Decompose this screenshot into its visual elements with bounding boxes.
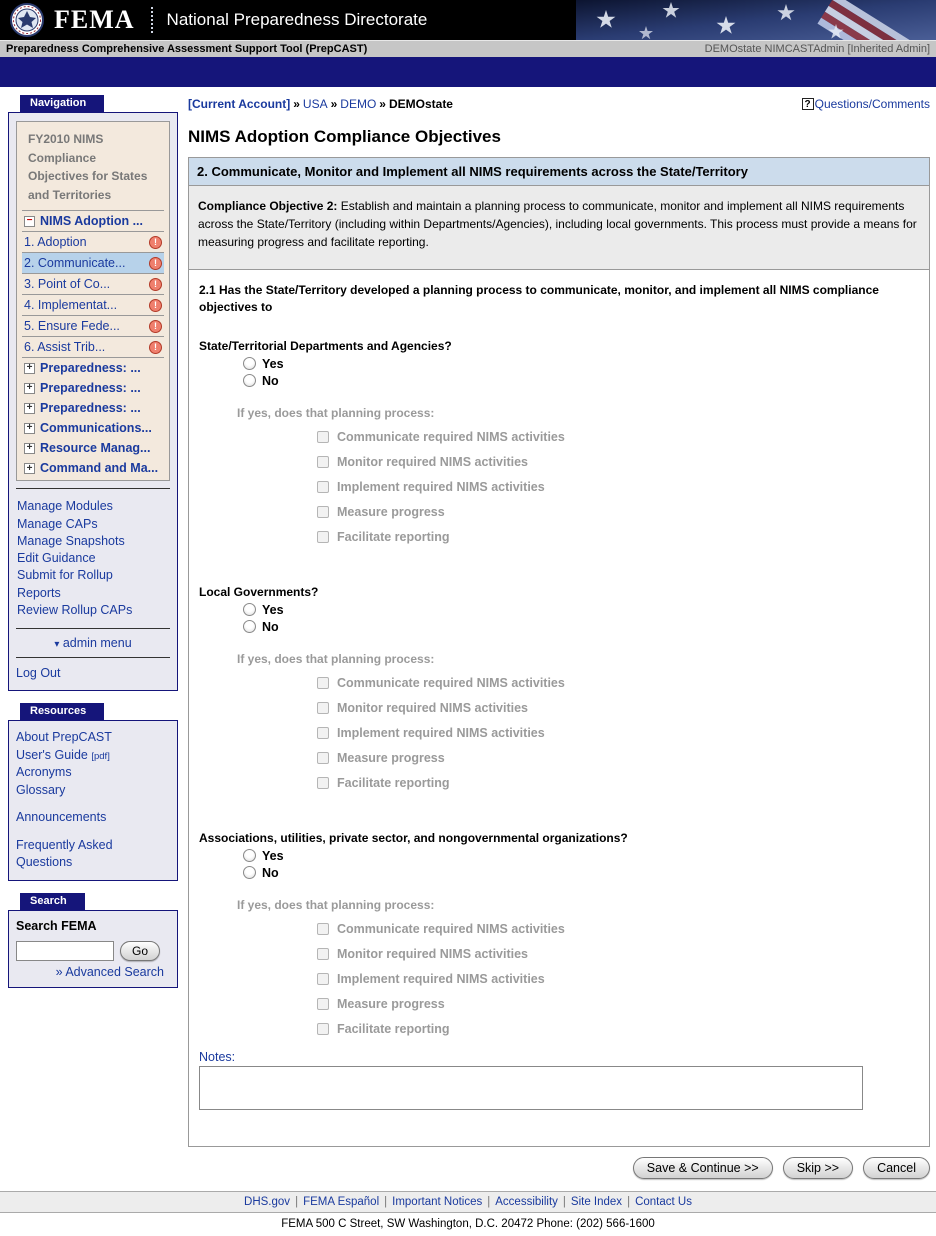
radio-yes-label[interactable]: Yes [262,848,284,863]
radio-no[interactable] [243,866,256,879]
checkbox-implement [317,973,329,985]
sidebar-item-reports[interactable]: Reports [17,585,61,600]
warning-icon: ! [149,236,162,249]
radio-no-label[interactable]: No [262,865,279,880]
notes-textarea[interactable] [199,1066,863,1110]
breadcrumb-separator: » [379,97,386,111]
tree-item-command-management[interactable] [22,458,164,478]
checkbox-monitor [317,702,329,714]
group-label: State/Territorial Departments and Agencies? [199,338,452,353]
tree-item-label[interactable]: 4. Implementat... [24,298,118,313]
sidebar-item-submit-for-rollup[interactable]: Submit for Rollup [17,568,113,583]
save-continue-button[interactable]: Save & Continue >> [633,1157,773,1179]
sidebar-item-manage-snapshots[interactable]: Manage Snapshots [17,533,125,548]
tree-item-label[interactable]: 2. Communicate... [24,256,126,271]
radio-yes[interactable] [243,603,256,616]
flag-image [576,0,936,40]
tree-item-ensure-federal[interactable] [22,315,164,336]
resource-users-guide[interactable]: User's Guide [pdf] [16,747,110,762]
tree-item-assist-tribal[interactable] [22,336,164,358]
tree-item-label[interactable]: 6. Assist Trib... [24,340,106,355]
objective-panel [188,157,930,1147]
spacer [16,827,170,837]
breadcrumb-separator: » [330,97,338,111]
resource-faq[interactable]: Frequently Asked Questions [16,837,113,870]
tree-item-label[interactable]: NIMS Adoption ... [40,214,143,229]
tree-item-communicate[interactable] [22,252,164,273]
spacer [199,801,919,831]
checkbox-label: Implement required NIMS activities [337,725,545,740]
tree-item-adoption[interactable] [22,231,164,252]
radio-no-label[interactable]: No [262,373,279,388]
checkbox-facilitate [317,1023,329,1035]
radio-no[interactable] [243,374,256,387]
search-input[interactable] [16,941,114,961]
sidebar-item-manage-caps[interactable]: Manage CAPs [17,516,98,531]
checkbox-measure [317,998,329,1010]
checkbox-monitor [317,456,329,468]
warning-icon: ! [149,257,162,270]
spacer [199,1110,919,1146]
separator: | [562,1195,566,1208]
checkbox-label: Measure progress [337,504,445,519]
footer-link-site-index[interactable]: Site Index [570,1195,623,1208]
sidebar-item-edit-guidance[interactable]: Edit Guidance [17,551,96,566]
help-icon: ? [802,98,814,110]
checkbox-label: Facilitate reporting [337,1021,450,1036]
breadcrumb-separator: » [293,97,300,111]
breadcrumb-current-account[interactable]: [Current Account] [188,97,291,111]
tree-item-label[interactable]: Preparedness: ... [40,381,141,396]
radio-yes-label[interactable]: Yes [262,602,284,617]
objective-label: Compliance Objective 2: [198,199,338,213]
footer-link-dhs[interactable]: DHS.gov [244,1195,291,1208]
footer-link-accessibility[interactable]: Accessibility [495,1195,558,1208]
if-yes-label: If yes, does that planning process: [237,897,435,912]
expand-icon[interactable]: + [24,423,35,434]
footer-link-fema-espanol[interactable]: FEMA Español [303,1195,380,1208]
footer-address: FEMA 500 C Street, SW Washington, D.C. 20472 Phone: (202) 566-1600 [281,1217,655,1230]
resource-acronyms[interactable]: Acronyms [16,765,72,780]
separator: | [384,1195,388,1208]
checkbox-label: Facilitate reporting [337,775,450,790]
logout-link[interactable]: Log Out [16,666,61,681]
if-yes-label: If yes, does that planning process: [237,651,435,666]
divider [16,488,170,489]
checkbox-label: Communicate required NIMS activities [337,675,565,690]
objective-description: Compliance Objective 2: Establish and maintain a planning process to communicate, monitor and implement all NIMS requirements across the State/Territory (including within Departments/Agencies), including local governments. This process must provide a means for measuring progress and facilitate reporting. [189,186,929,270]
divider [16,657,170,658]
tree-item-preparedness-1[interactable] [22,358,164,378]
warning-icon: ! [149,299,162,312]
checkbox-measure [317,752,329,764]
tree-item-preparedness-2[interactable] [22,378,164,398]
footer-link-contact-us[interactable]: Contact Us [635,1195,692,1208]
group-label: Local Governments? [199,584,319,599]
header-divider [151,7,153,33]
sidebar-item-review-rollup-caps[interactable]: Review Rollup CAPs [17,602,133,617]
expand-icon[interactable]: + [24,383,35,394]
main-content [188,95,930,1179]
tree-item-label[interactable]: Preparedness: ... [40,361,141,376]
question-group-associations [199,831,919,1036]
radio-no-label[interactable]: No [262,619,279,634]
checkbox-label: Communicate required NIMS activities [337,429,565,444]
checkbox-measure [317,506,329,518]
advanced-search-link[interactable]: » Advanced Search [55,964,164,979]
search-tab-header: Search [20,893,85,910]
checkbox-communicate [317,677,329,689]
question-text: 2.1 Has the State/Territory developed a planning process to communicate, monitor, and implement all NIMS compliance objectives to [199,283,879,315]
admin-menu-toggle[interactable]: ▾ admin menu [54,636,132,651]
radio-no[interactable] [243,620,256,633]
tree-item-communications[interactable] [22,418,164,438]
checkbox-communicate [317,923,329,935]
chevron-down-icon: ▾ [54,639,60,651]
checkbox-implement [317,727,329,739]
footer-link-important-notices[interactable]: Important Notices [392,1195,483,1208]
tree-item-label[interactable]: Resource Manag... [40,441,151,456]
group-label: Associations, utilities, private sector, and nongovernmental organizations? [199,830,628,845]
resources-box [8,720,178,881]
tree-item-label[interactable]: Preparedness: ... [40,401,141,416]
user-status: DEMOstate NIMCASTAdmin [Inherited Admin] [704,43,930,55]
radio-yes[interactable] [243,357,256,370]
tree-item-point-of-contact[interactable] [22,273,164,294]
question-group-state-territorial [199,339,919,544]
warning-icon: ! [149,341,162,354]
tree-item-preparedness-3[interactable] [22,398,164,418]
resources-tab-header: Resources [20,703,104,720]
dhs-seal-icon [10,3,44,37]
spacer [16,799,170,809]
sidebar-links [16,496,170,621]
top-header [0,0,936,40]
directorate-title: National Preparedness Directorate [166,10,428,29]
resource-glossary[interactable]: Glossary [16,782,66,797]
tree-item-label[interactable]: Communications... [40,421,152,436]
checkbox-label: Monitor required NIMS activities [337,700,529,715]
tree-item-resource-management[interactable] [22,438,164,458]
breadcrumb [188,97,453,111]
sidebar-item-manage-modules[interactable]: Manage Modules [17,499,113,514]
radio-yes-label[interactable]: Yes [262,356,284,371]
spacer [199,555,919,585]
divider [16,628,170,629]
if-yes-label: If yes, does that planning process: [237,405,435,420]
checkbox-label: Implement required NIMS activities [337,479,545,494]
nav-tree-heading: FY2010 NIMS Compliance Objectives for States and Territories [28,132,148,202]
question-group-local-governments [199,585,919,790]
notes-label: Notes: [199,1049,236,1064]
checkbox-label: Implement required NIMS activities [337,971,545,986]
footer-links [0,1191,936,1213]
fema-logo: FEMA [54,5,135,34]
checkbox-label: Monitor required NIMS activities [337,946,529,961]
footer [0,1191,936,1236]
separator: | [295,1195,299,1208]
app-title: Preparedness Comprehensive Assessment Support Tool (PrepCAST) [6,43,368,55]
separator: | [627,1195,631,1208]
breadcrumb-demostate: DEMOstate [388,97,453,111]
expand-icon[interactable]: + [24,443,35,454]
sidebar [8,95,178,988]
separator: | [487,1195,491,1208]
search-heading: Search FEMA [16,918,97,933]
checkbox-label: Facilitate reporting [337,529,450,544]
section-header: 2. Communicate, Monitor and Implement all NIMS requirements across the State/Territory [189,158,929,186]
expand-icon[interactable]: + [24,403,35,414]
warning-icon: ! [149,278,162,291]
tree-item-label[interactable]: 5. Ensure Fede... [24,319,120,334]
radio-yes[interactable] [243,849,256,862]
app-title-bar [0,40,936,57]
checkbox-communicate [317,431,329,443]
nav-tree [16,121,170,481]
tree-item-implementation[interactable] [22,294,164,315]
resource-about-prepcast[interactable]: About PrepCAST [16,730,112,745]
expand-icon[interactable]: + [24,463,35,474]
tree-item-label[interactable]: 3. Point of Co... [24,277,111,292]
checkbox-label: Measure progress [337,996,445,1011]
cancel-button[interactable]: Cancel [863,1157,930,1179]
checkbox-label: Communicate required NIMS activities [337,921,565,936]
checkbox-facilitate [317,777,329,789]
collapse-icon[interactable]: − [24,216,35,227]
navigation-box [8,112,178,691]
tree-item-label[interactable]: 1. Adoption [24,235,87,250]
pdf-tag: [pdf] [91,750,110,762]
navigation-tab-header: Navigation [20,95,104,112]
checkbox-facilitate [317,531,329,543]
search-go-button[interactable]: Go [120,941,160,961]
tree-item-nims-adoption[interactable] [22,210,164,231]
checkbox-label: Monitor required NIMS activities [337,454,529,469]
checkbox-monitor [317,948,329,960]
breadcrumb-demo[interactable]: DEMO [340,97,377,111]
search-box [8,910,178,988]
breadcrumb-usa[interactable]: USA [302,97,328,111]
page-title: NIMS Adoption Compliance Objectives [188,127,501,146]
questions-comments-link[interactable]: Questions/Comments [814,97,930,111]
skip-button[interactable]: Skip >> [783,1157,853,1179]
expand-icon[interactable]: + [24,363,35,374]
checkbox-implement [317,481,329,493]
warning-icon: ! [149,320,162,333]
navy-band [0,57,936,87]
checkbox-label: Measure progress [337,750,445,765]
tree-item-label[interactable]: Command and Ma... [40,461,159,476]
resource-announcements[interactable]: Announcements [16,810,107,825]
